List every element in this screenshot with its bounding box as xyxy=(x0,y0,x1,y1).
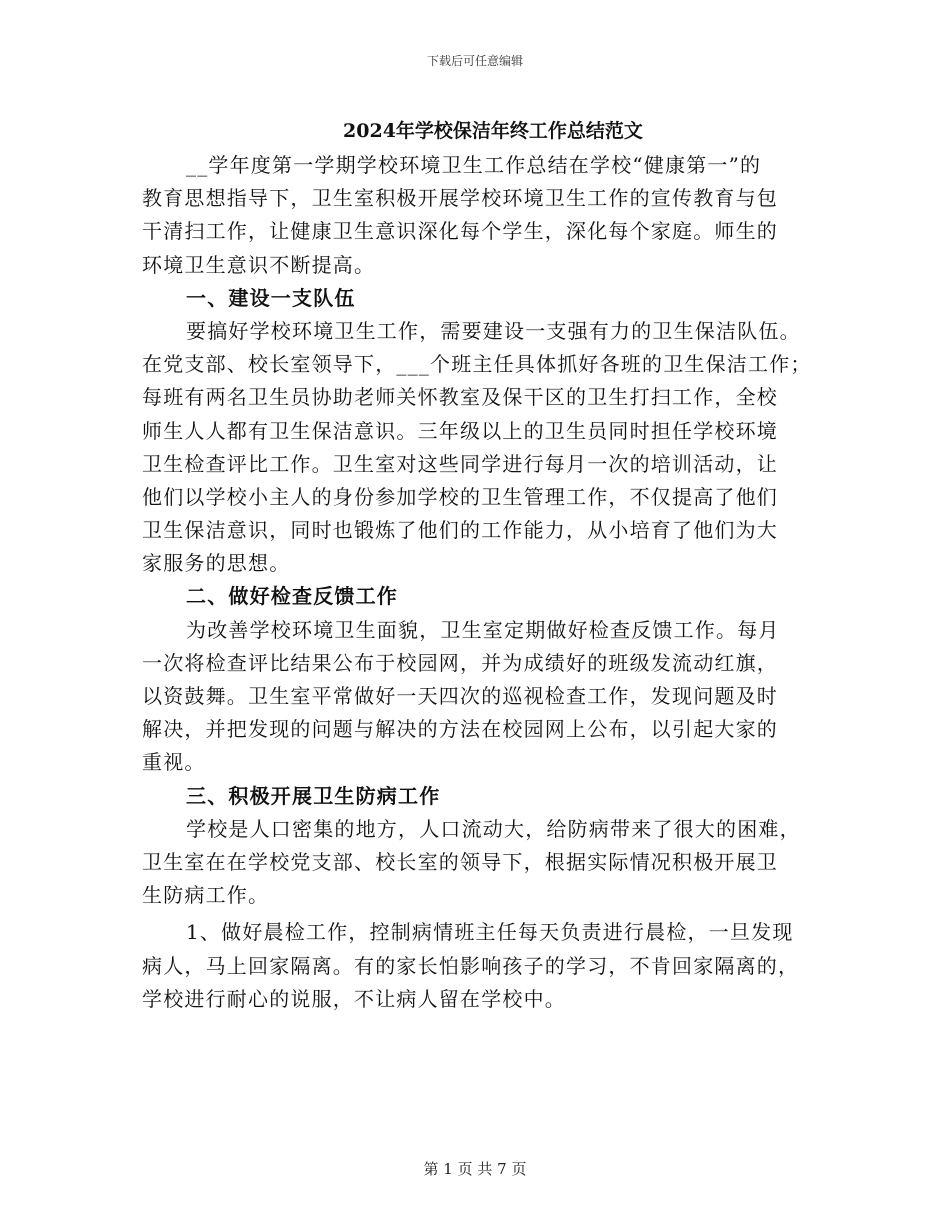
body-line: 生防病工作。 xyxy=(142,883,270,908)
section-heading: 三、积极开展卫生防病工作 xyxy=(186,783,441,808)
body-line: 卫生室在在学校党支部、校长室的领导下，根据实际情况积极开展卫 xyxy=(142,849,778,874)
body-line: 学校进行耐心的说服，不让病人留在学校中。 xyxy=(142,986,566,1011)
document-title: 2024年学校保洁年终工作总结范文 xyxy=(343,120,643,142)
body-line: 1、做好晨检工作，控制病情班主任每天负责进行晨检，一旦发现 xyxy=(186,920,794,945)
body-line: 要搞好学校环境卫生工作，需要建设一支强有力的卫生保洁队伍。 xyxy=(186,318,801,343)
body-line: 环境卫生意识不断提高。 xyxy=(142,252,376,277)
body-line: 一次将检查评比结果公布于校园网，并为成绩好的班级发流动红旗， xyxy=(142,650,778,675)
page-footer: 第 1 页 共 7 页 xyxy=(423,1160,527,1178)
body-line: 他们以学校小主人的身份参加学校的卫生管理工作，不仅提高了他们 xyxy=(142,484,778,509)
body-line: 家服务的思想。 xyxy=(142,551,291,576)
body-line: 学校是人口密集的地方，人口流动大，给防病带来了很大的困难， xyxy=(186,816,801,841)
body-line: 干清扫工作，让健康卫生意识深化每个学生，深化每个家庭。师生的 xyxy=(142,219,778,244)
section-heading: 二、做好检查反馈工作 xyxy=(186,584,398,609)
section-heading: 一、建设一支队伍 xyxy=(186,285,356,310)
document-body xyxy=(142,149,812,1016)
body-line: 病人，马上回家隔离。有的家长怕影响孩子的学习，不肯回家隔离的， xyxy=(142,953,800,978)
body-line: 为改善学校环境卫生面貌，卫生室定期做好检查反馈工作。每月 xyxy=(186,617,780,642)
body-line: 卫生保洁意识，同时也锻炼了他们的工作能力，从小培育了他们为大 xyxy=(142,518,778,543)
body-line: 师生人人都有卫生保洁意识。三年级以上的卫生员同时担任学校环境 xyxy=(142,418,778,443)
body-line: __学年度第一学期学校环境卫生工作总结在学校“健康第一”的 xyxy=(186,153,762,177)
header-note: 下载后可任意编辑 xyxy=(426,54,523,68)
body-line: 每班有两名卫生员协助老师关怀教室及保干区的卫生打扫工作，全校 xyxy=(142,385,778,410)
body-line: 教育思想指导下，卫生室积极开展学校环境卫生工作的宣传教育与包 xyxy=(142,186,778,211)
body-line: 卫生检查评比工作。卫生室对这些同学进行每月一次的培训活动，让 xyxy=(142,451,778,476)
body-line: 重视。 xyxy=(142,750,206,775)
body-line: 以资鼓舞。卫生室平常做好一天四次的巡视检查工作，发现问题及时 xyxy=(142,684,778,708)
body-line: 解决，并把发现的问题与解决的方法在校园网上公布，以引起大家的 xyxy=(142,717,778,742)
body-line: 在党支部、校长室领导下，___个班主任具体抓好各班的卫生保洁工作； xyxy=(142,352,812,377)
